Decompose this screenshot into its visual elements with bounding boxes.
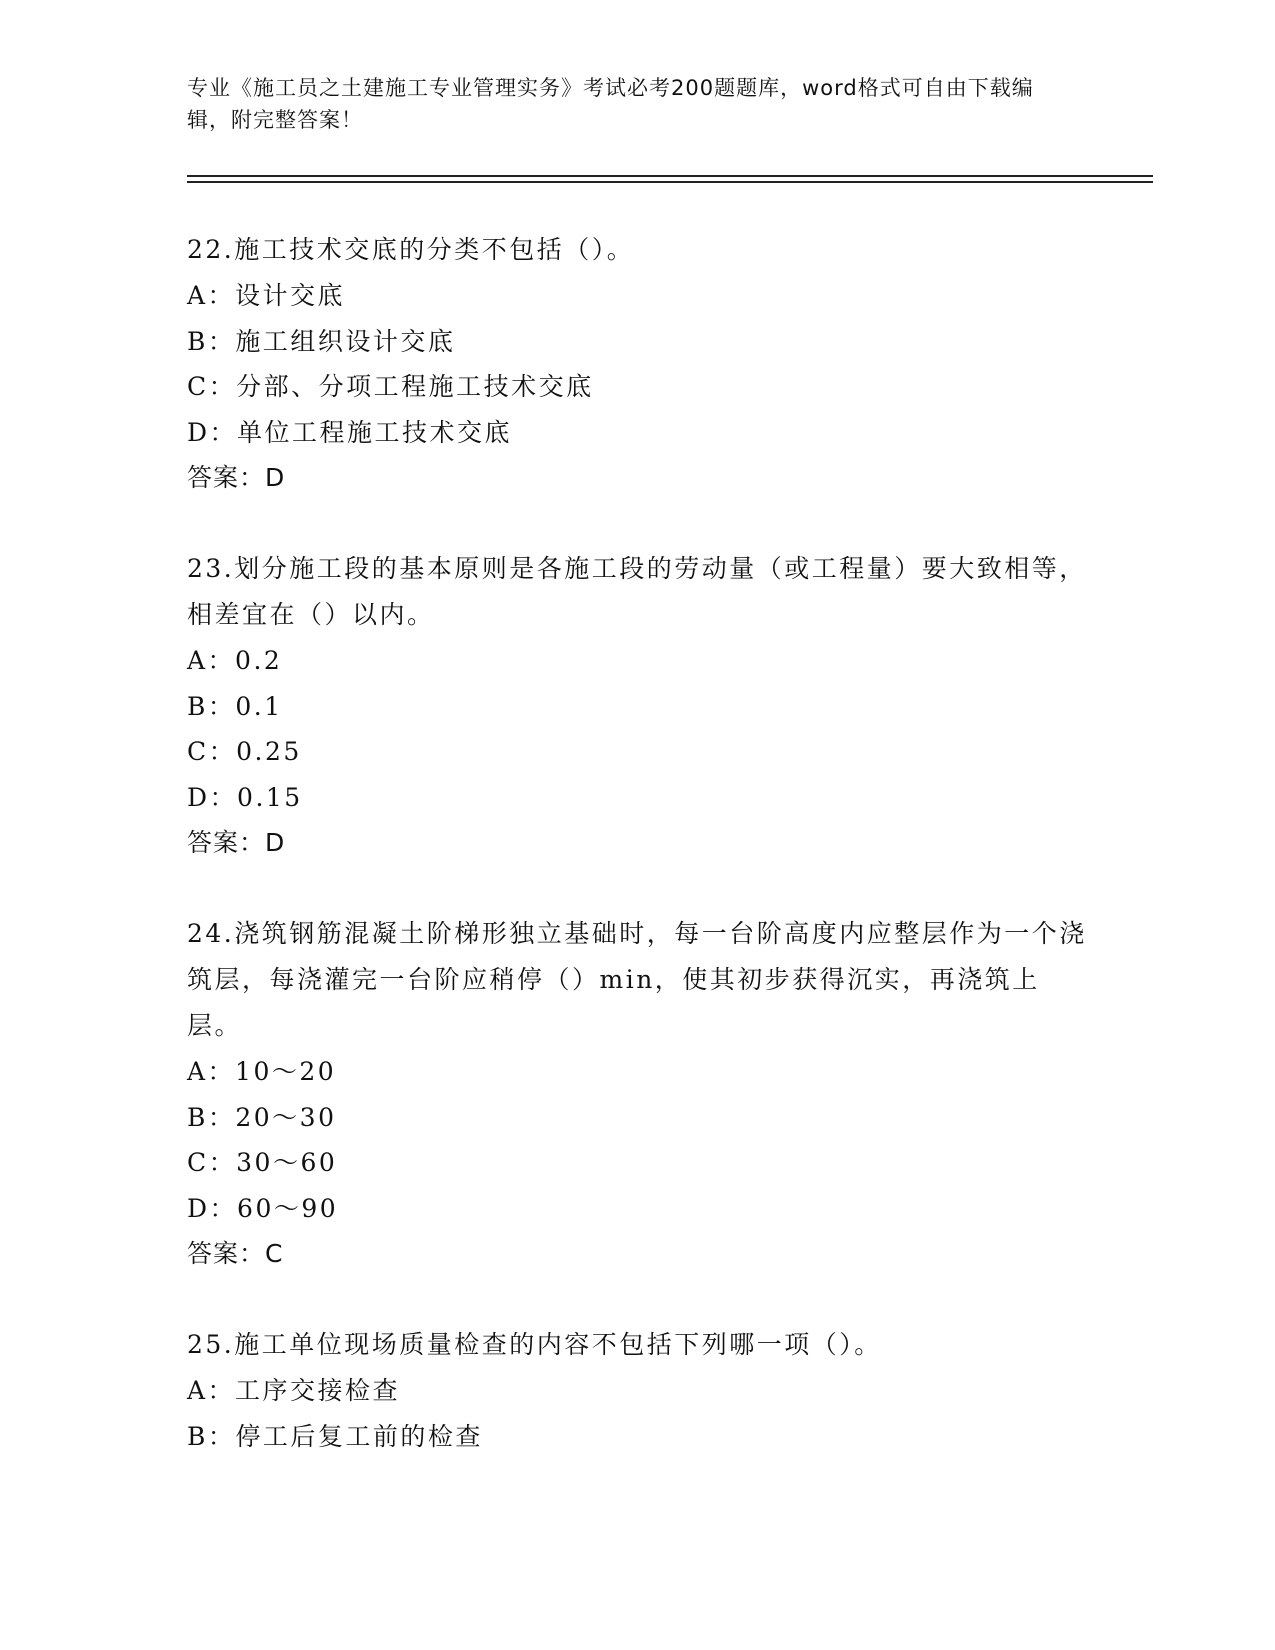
option-b: B：施工组织设计交底 <box>187 326 456 356</box>
option-d: D：0.15 <box>187 782 303 812</box>
option-a: A：0.2 <box>187 646 283 675</box>
answer: 答案：D <box>187 828 286 857</box>
question-24 <box>187 911 1087 1277</box>
option-b: B：停工后复工前的检查 <box>187 1421 483 1451</box>
question-stem: 23.划分施工段的基本原则是各施工段的劳动量（或工程量）要大致相等，相差宜在（）以内。 <box>187 554 1087 629</box>
option-d: D：单位工程施工技术交底 <box>187 417 513 447</box>
header-divider-bottom <box>187 181 1153 183</box>
header-divider-top <box>187 175 1153 177</box>
option-b: B：0.1 <box>187 691 283 721</box>
question-stem: 22.施工技术交底的分类不包括（）。 <box>187 235 635 264</box>
option-a: A：10～20 <box>187 1057 337 1086</box>
answer: 答案：C <box>187 1239 284 1268</box>
answer: 答案：D <box>187 463 286 492</box>
option-c: C：30～60 <box>187 1148 338 1177</box>
option-a: A：设计交底 <box>187 281 346 310</box>
option-b: B：20～30 <box>187 1102 337 1132</box>
option-c: C：分部、分项工程施工技术交底 <box>187 372 594 401</box>
question-25 <box>187 1322 1087 1459</box>
option-c: C：0.25 <box>187 737 302 766</box>
option-d: D：60～90 <box>187 1193 339 1223</box>
question-stem: 25.施工单位现场质量检查的内容不包括下列哪一项（）。 <box>187 1330 882 1359</box>
question-stem: 24.浇筑钢筋混凝土阶梯形独立基础时，每一台阶高度内应整层作为一个浇筑层，每浇灌完一台阶应稍停（）min，使其初步获得沉实，再浇筑上层。 <box>187 919 1087 1040</box>
question-23 <box>187 546 1087 866</box>
question-22 <box>187 227 1087 501</box>
document-header: 专业《施工员之土建施工专业管理实务》考试必考200题题库，word格式可自由下载编辑，附完整答案！ <box>187 76 1034 132</box>
option-a: A：工序交接检查 <box>187 1376 401 1405</box>
